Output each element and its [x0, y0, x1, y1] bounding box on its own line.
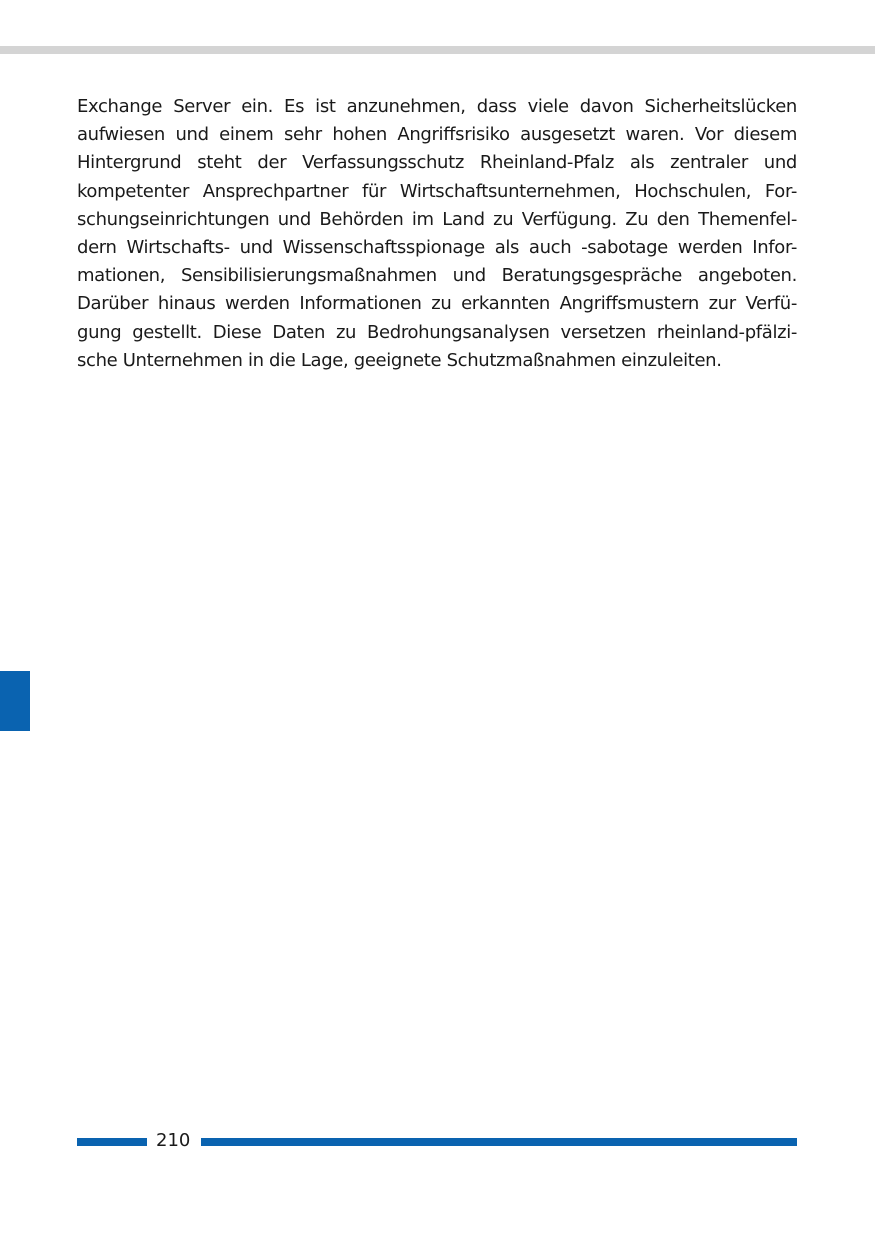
body-paragraph [77, 93, 797, 375]
top-rule [0, 46, 875, 54]
page-number: 210 [156, 1130, 191, 1151]
footer-bar-right [201, 1138, 797, 1146]
paragraph-line: Exchange Server ein. Es ist anzunehmen, dass viele davon Sicherheitslücken [77, 96, 797, 117]
paragraph-line: gung gestellt. Diese Daten zu Bedrohungsanalysen versetzen rheinland-pfälzi- [77, 321, 797, 343]
paragraph-line: Hintergrund steht der Verfassungsschutz Rheinland-Pfalz als zentraler und [77, 152, 797, 174]
footer-bar-left [77, 1138, 147, 1146]
paragraph-line: schungseinrichtungen und Behörden im Land zu Verfügung. Zu den Themenfel- [77, 208, 797, 230]
paragraph-line: Darüber hinaus werden Informationen zu erkannten Angriffsmustern zur Verfü- [77, 293, 797, 315]
paragraph-line: aufwiesen und einem sehr hohen Angriffsrisiko ausgesetzt waren. Vor diesem [77, 124, 797, 146]
chapter-side-tab [0, 671, 30, 731]
paragraph-line: mationen, Sensibilisierungsmaßnahmen und Beratungsgespräche angeboten. [77, 265, 797, 287]
paragraph-line: sche Unternehmen in die Lage, geeignete Schutzmaßnahmen einzuleiten. [77, 349, 722, 371]
paragraph-line: dern Wirtschafts- und Wissenschaftsspionage als auch -sabotage werden Infor- [77, 236, 797, 258]
page-footer [77, 1128, 797, 1154]
paragraph-line: kompetenter Ansprechpartner für Wirtschaftsunternehmen, Hochschulen, For- [77, 180, 797, 202]
